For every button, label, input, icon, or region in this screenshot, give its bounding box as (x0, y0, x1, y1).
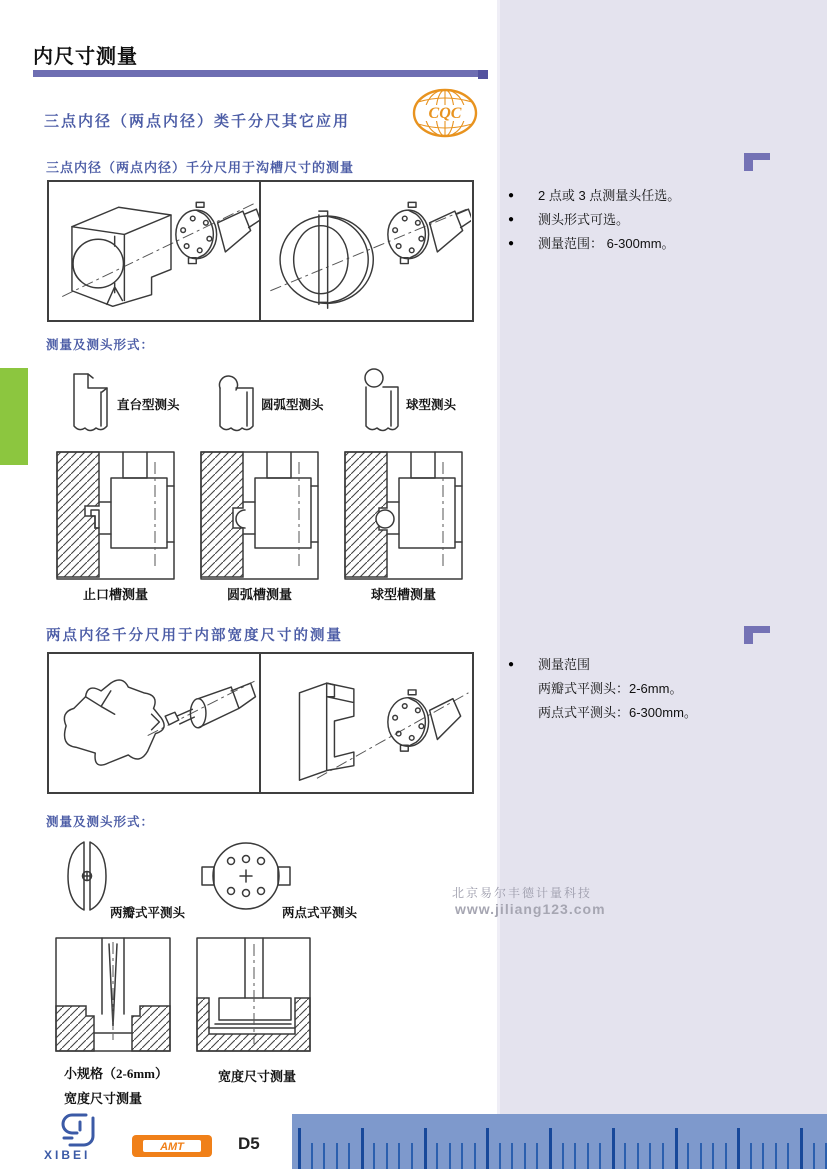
ruler-tick (361, 1128, 364, 1169)
bullet-dot-icon: ● (508, 238, 515, 249)
ruler-tick (813, 1143, 815, 1169)
range-line: 两点式平测头：6-300mm。 (538, 705, 697, 720)
figure1-right-drawing (261, 182, 471, 316)
probe-two-point-icon (200, 840, 292, 912)
width-caption: 宽度尺寸测量 (217, 1069, 296, 1084)
ruler-tick (725, 1143, 727, 1169)
ruler-tick (562, 1143, 564, 1169)
probe-caption-ball: 球型测头 (406, 398, 457, 412)
figure-width-measurement (47, 652, 474, 794)
section2-heading: 两点内径千分尺用于内部宽度尺寸的测量 (46, 628, 343, 644)
figure2-right-drawing (261, 654, 471, 788)
xibei-logo: XIBEI (44, 1148, 91, 1162)
title-underline (33, 70, 478, 77)
probe-form-label-1: 测量及测头形式： (46, 338, 155, 352)
xibei-glyph-icon (56, 1112, 100, 1148)
section1-heading: 三点内径（两点内径）类千分尺其它应用 (44, 114, 351, 130)
corner-bracket-icon (744, 153, 770, 173)
ruler-tick (762, 1143, 764, 1169)
ruler-tick (787, 1143, 789, 1169)
range-title: 测量范围 (538, 657, 591, 672)
watermark-url: www.jiliang123.com (455, 901, 606, 917)
ruler-tick (373, 1143, 375, 1169)
probe-arc-icon (212, 360, 260, 440)
groove-measure-arc-icon (199, 450, 320, 581)
bullet-item (508, 232, 680, 256)
ruler-tick (348, 1143, 350, 1169)
feature-bullet-list (508, 184, 680, 256)
ruler-tick (511, 1143, 513, 1169)
ruler-tick (775, 1143, 777, 1169)
probe-caption-arc: 圆弧型测头 (261, 398, 324, 412)
bullet-item (508, 184, 680, 208)
ruler-tick (574, 1143, 576, 1169)
groove-caption-ball: 球型槽测量 (370, 587, 436, 602)
width-small-caption-line2: 宽度尺寸测量 (64, 1091, 143, 1106)
amt-logo (131, 1132, 213, 1160)
svg-text:AMT: AMT (160, 1141, 184, 1153)
groove-measure-ball-icon (343, 450, 464, 581)
ruler-tick (662, 1143, 664, 1169)
groove-caption-step: 止口槽测量 (82, 587, 148, 602)
probe-straight-icon (66, 360, 114, 440)
ruler-tick (612, 1128, 615, 1169)
ruler-tick (687, 1143, 689, 1169)
ruler-tick (298, 1128, 301, 1169)
ruler-tick (474, 1143, 476, 1169)
width-measure-small-icon (54, 936, 172, 1053)
watermark-company: 北京易尔丰德计量科技 (452, 886, 593, 900)
probe-caption-two-point: 两点式平测头 (282, 906, 358, 920)
bullet-dot-icon: ● (508, 190, 515, 201)
ruler-tick (536, 1143, 538, 1169)
section1-subheading: 三点内径（两点内径）千分尺用于沟槽尺寸的测量 (46, 160, 355, 175)
probe-form-label-2: 测量及测头形式： (46, 815, 155, 829)
ruler-tick (386, 1143, 388, 1169)
ruler-tick (436, 1143, 438, 1169)
groove-caption-arc: 圆弧槽测量 (226, 587, 292, 602)
ruler-tick (449, 1143, 451, 1169)
ruler-tick (712, 1143, 714, 1169)
probe-caption-straight: 直台型测头 (117, 398, 180, 412)
page-number: D5 (238, 1134, 260, 1153)
ruler-tick (700, 1143, 702, 1169)
probe-caption-halves: 两瓣式平测头 (110, 906, 186, 920)
ruler-tick (637, 1143, 639, 1169)
corner-bracket-icon (744, 626, 770, 646)
ruler-tick (649, 1143, 651, 1169)
figure1-left-drawing (49, 182, 259, 316)
probe-halves-icon (60, 838, 114, 916)
title-underline-cap (478, 70, 488, 79)
figure2-left-drawing (49, 654, 259, 788)
ruler-tick (549, 1128, 552, 1169)
ruler-tick (587, 1143, 589, 1169)
page-title: 内尺寸测量 (33, 46, 138, 68)
ruler-tick (624, 1143, 626, 1169)
bullet-item (508, 208, 680, 232)
width-measure-icon (195, 936, 312, 1053)
ruler-tick (486, 1128, 489, 1169)
ruler-tick (461, 1143, 463, 1169)
svg-text:CQC: CQC (428, 105, 462, 122)
probe-ball-icon (358, 360, 404, 440)
green-tab (0, 368, 28, 465)
ruler-tick (311, 1143, 313, 1169)
range-line: 两瓣式平测头：2-6mm。 (538, 681, 683, 696)
ruler-tick (737, 1128, 740, 1169)
ruler-tick (424, 1128, 427, 1169)
right-panel-background (497, 0, 827, 1114)
ruler-tick (323, 1143, 325, 1169)
bullet-dot-icon: ● (508, 214, 515, 225)
ruler-tick (411, 1143, 413, 1169)
figure-groove-measurement (47, 180, 474, 322)
cqc-logo-icon (412, 86, 478, 140)
bullet-text: 测量范围： 6-300mm。 (538, 236, 675, 251)
ruler-tick (524, 1143, 526, 1169)
groove-measure-step-icon (55, 450, 176, 581)
bullet-text: 测头形式可选。 (538, 212, 630, 227)
ruler-tick (675, 1128, 678, 1169)
bullet-text: 2 点或 3 点测量头任选。 (538, 188, 681, 203)
ruler-tick (398, 1143, 400, 1169)
ruler-tick (499, 1143, 501, 1169)
ruler-tick (336, 1143, 338, 1169)
range-bullet-list (508, 653, 697, 725)
bullet-item (508, 653, 697, 677)
ruler (292, 1114, 827, 1169)
ruler-tick (800, 1128, 803, 1169)
ruler-tick (599, 1143, 601, 1169)
bullet-dot-icon: ● (508, 659, 515, 670)
width-small-caption-line1: 小规格（2-6mm） (64, 1066, 168, 1081)
ruler-tick (750, 1143, 752, 1169)
